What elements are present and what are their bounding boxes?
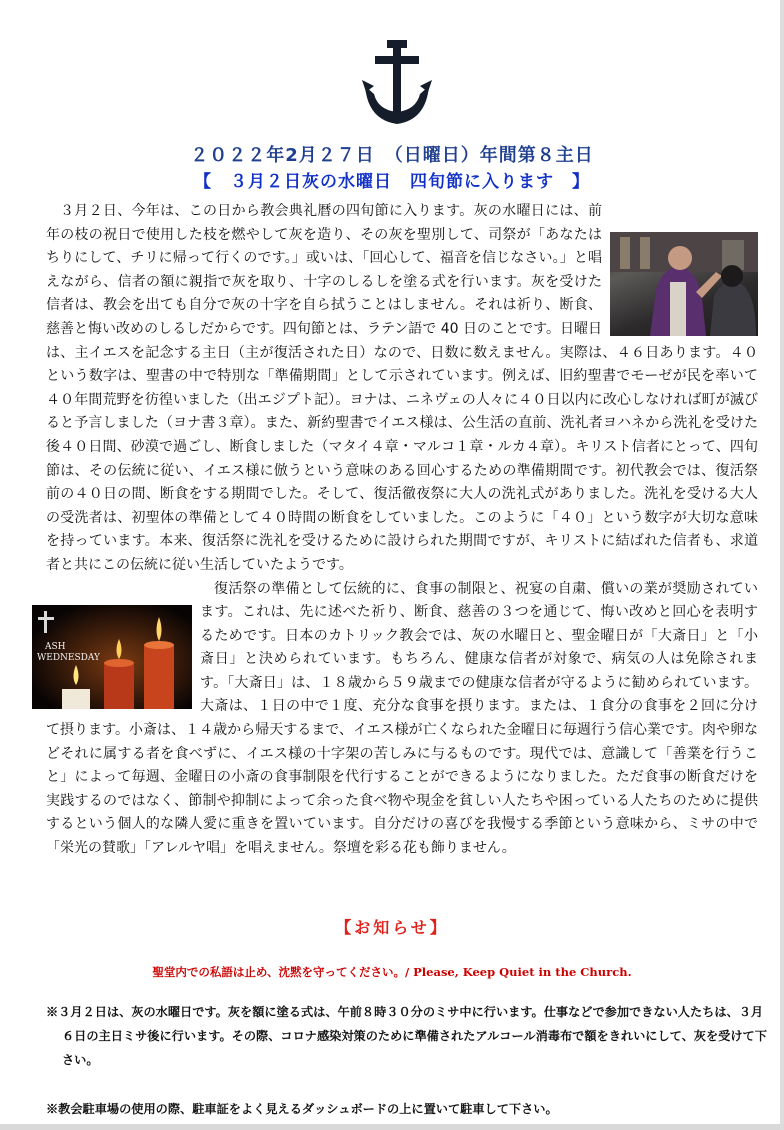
paragraph-1: ３月２日、今年は、この日から教会典礼暦の四旬節に入ります。灰の水曜日には、前年の枝の祝日で使用した枝を燃やして灰を造り、その灰を聖別して、司祭が「あなたはちりにして、チリに帰って行くのです。」或いは、「回心して、福音を信じなさい。」と唱えながら、信者の額に親指で灰を取り、十字のしるしを塗る式を行います。灰を受けた信者は、教会を出ても自分で灰の十字を自ら拭うことはしません。それは祈り、断食、慈善と悔い改めのしるしだからです。四旬節とは、ラテン語で 40 日のことです。日曜日は、主イエスを記念する主日（主が復活された日）なので、日数に数えません。実際は、４６日あります。４０という数字は、聖書の中で特別な「準備期間」として示されています。例えば、旧約聖書でモーゼが民を率いて４０年間荒野を彷徨いました（出エジプト記）。ヨナは、ニネヴェの人々に４０日以内に改心しなければ町が滅びると予言しました（ヨナ書３章）。また、新約聖書でイエス様は、公生活の直前、洗礼者ヨハネから洗礼を受けた後４０日間、砂漠で過ごし、断食しました（マタイ４章・マルコ１章・ルカ４章）。キリスト信者にとって、四旬節は、その伝統に従い、イエス様に倣うという意味のある回心するための準備期間です。初代教会では、復活祭前の４０日の間、断食をする期間でした。そして、復活徹夜祭に大人の洗礼式がありました。洗礼を受ける大人の受洗者は、初聖体の準備として４０時間の断食をしていました。このように「４０」という数字が大切な意味を持っています。本来、復活祭に洗礼を受けるために設けられた期間ですが、キリストに結ばれた信者も、求道者と共にこの伝統に従い生活していたようです。 — [46, 203, 758, 573]
ash-label: ASH — [45, 641, 66, 652]
bottom-border — [0, 1124, 784, 1130]
wednesday-label: WEDNESDAY — [37, 652, 100, 663]
ash-wednesday-notice: ※３月２日は、灰の水曜日です。灰を額に塗る式は、午前８時３０分のミサ中に行います。仕事などで参加できない人たちは、３月６日の主日ミサ後に行います。その際、コロナ感染対策のために準備されたアルコール消毒布で額をきれいにして、灰を受けて下さい。 — [46, 1005, 767, 1067]
ash-ceremony-photo — [610, 232, 758, 336]
notice-title: 【お知らせ】 — [335, 918, 449, 937]
right-border — [780, 0, 784, 1130]
parking-notice: ※教会駐車場の使用の際、駐車証をよく見えるダッシュボードの上に置いて駐車して下さい。 — [46, 1102, 558, 1116]
anchor-icon — [362, 40, 432, 128]
ash-wednesday-image — [32, 605, 192, 709]
article-body — [37, 200, 758, 861]
subtitle: 【 ３月２日灰の水曜日 四旬節に入ります 】 — [194, 172, 590, 192]
date-title: ２０２２年2月２７日 （日曜日）年間第８主日 — [190, 145, 594, 166]
paragraph-2: 復活祭の準備として伝統的に、食事の制限と、祝宴の自粛、償いの業が奨励されています。これは、先に述べた祈り、断食、慈善の３つを通じて、悔い改めと回心を表明するためです。日本のカトリック教会では、灰の水曜日と、聖金曜日が「大斎日」と「小斎日」と決められています。もちろん、健康な信者が対象で、病気の人は免除されます。「大斎日」は、１８歳から５９歳までの健康な信者が守るように勧められています。大斎は、１日の中で１度、充分な食事を摂ります。または、１食分の食事を２回に分けて摂ります。小斎は、１４歳から帰天するまで、イエス様が亡くなられた金曜日に毎週行う信心業です。肉や卵などそれに属する者を食べずに、イエス様の十字架の苦しみに与るものです。現代では、意識して「善業を行うこと」によって毎週、金曜日の小斎の食事制限を代行することができるようになりました。ただ食事の断食だけを実践するのではなく、節制や抑制によって余った食べ物や現金を貧しい人たちや困っている人たちのために提供するという個人的な隣人愛に重きを置いています。自分だけの喜びを我慢する季節という意味から、ミサの中で「栄光の賛歌」「アレルヤ唱」を唱えません。祭壇を彩る花も飾りません。 — [46, 580, 758, 857]
quiet-notice: 聖堂内での私語は止め、沈黙を守ってください。/ Please, Keep Quiet in the Church. — [152, 965, 632, 979]
